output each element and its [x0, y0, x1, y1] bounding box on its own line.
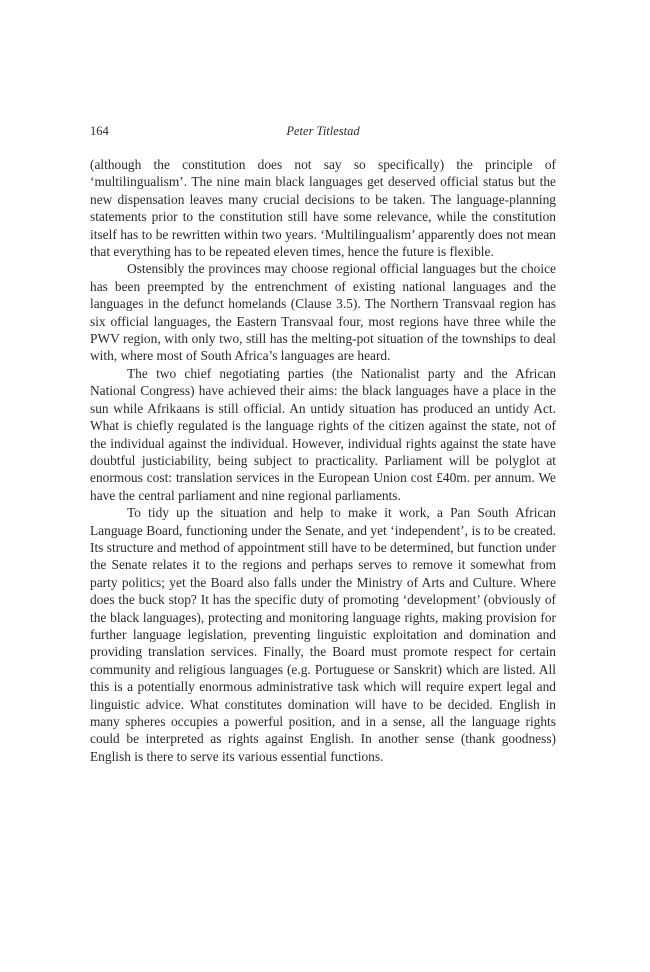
page-number: 164 [90, 124, 109, 138]
paragraph: To tidy up the situation and help to make it work, a Pan South African Language Board, functioning under the Senate, and yet ‘independent’, is to be created. Its structure and method of appointment still have to be determined, but function under the Senate relates it to the regions and perhaps serves to remove it somewhat from party politics; yet the Board also falls under the Ministry of Arts and Culture. Where does the buck stop? It has the specific duty of promoting ‘development’ (obviously of the black languages), protecting and monitoring language rights, making provision for further language legislation, preventing linguistic exploitation and domination and providing translation services. Finally, the Board must promote respect for certain community and religious languages (e.g. Portuguese or Sanskrit) which are listed. All this is a potentially enormous administrative task which will require expert legal and linguistic advice. What constitutes domination will have to be decided. English in many spheres occupies a powerful position, and in a sense, all the language rights could be interpreted as rights against English. In another sense (thank goodness) English is there to serve its various essential functions. [90, 505, 556, 764]
paragraph: (although the constitution does not say so specifically) the principle of ‘multilingualism’. The nine main black languages get deserved official status but the new dispensation leaves many crucial decisions to be taken. The language-planning statements prior to the constitution still have some relevance, while the constitution itself has to be rewritten within two years. ‘Multilingualism’ apparently does not mean that everything has to be repeated eleven times, hence the future is flexible. [90, 157, 556, 260]
running-head [90, 124, 556, 144]
paragraph: Ostensibly the provinces may choose regional official languages but the choice has been preempted by the entrenchment of existing national languages and the languages in the defunct homelands (Clause 3.5). The Northern Transvaal region has six official languages, the Eastern Transvaal four, most regions have three while the PWV region, with only two, still has the melting-pot situation of the townships to deal with, where most of South Africa’s languages are heard. [90, 261, 556, 364]
book-page [90, 124, 556, 765]
running-head-author: Peter Titlestad [286, 124, 360, 138]
paragraph: The two chief negotiating parties (the Nationalist party and the African National Congress) have achieved their aims: the black languages have a place in the sun while Afrikaans is still official. An untidy situation has produced an untidy Act. What is chiefly regulated is the language rights of the citizen against the state, not of the individual against the individual. However, individual rights against the state have doubtful justiciability, being subject to practicality. Parliament will be polyglot at enormous cost: translation services in the European Union cost £40m. per annum. We have the central parliament and nine regional parliaments. [90, 365, 556, 503]
